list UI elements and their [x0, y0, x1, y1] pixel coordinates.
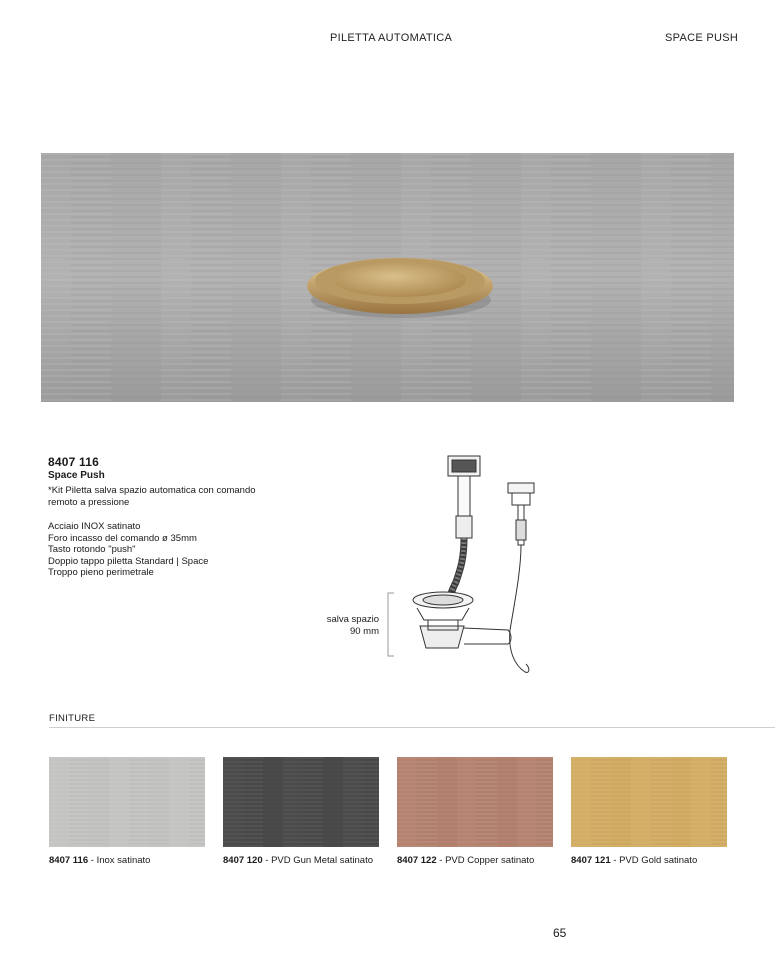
salva-line-2: 90 mm — [349, 625, 379, 637]
product-code: 8407 116 — [48, 455, 99, 469]
technical-drawing — [380, 450, 560, 680]
page-number: 65 — [553, 926, 567, 940]
swatch-copper — [397, 757, 553, 847]
spec-item: Troppo pieno perimetrale — [48, 567, 154, 579]
product-specs — [48, 521, 288, 579]
product-line-title: SPACE PUSH — [665, 32, 739, 44]
product-info — [48, 455, 288, 579]
finish-name: Inox satinato — [96, 855, 151, 866]
finish-name: PVD Copper satinato — [445, 855, 535, 866]
product-name: Space Push — [48, 470, 105, 481]
section-title: PILETTA AUTOMATICA — [330, 32, 453, 44]
finish-code: 8407 116 — [49, 855, 89, 866]
swatch-gun-metal-fill — [223, 757, 379, 847]
spec-item: Foro incasso del comando ø 35mm — [48, 532, 197, 544]
finish-code: 8407 122 — [397, 855, 437, 866]
finish-name: PVD Gold satinato — [619, 855, 698, 866]
swatch-inox — [49, 757, 205, 847]
spec-item: Tasto rotondo "push" — [48, 544, 136, 556]
finish-code: 8407 120 — [223, 855, 263, 866]
spec-item: Doppio tappo piletta Standard | Space — [48, 555, 209, 567]
finish-label-inox: 8407 116 - Inox satinato — [49, 855, 151, 866]
finishes-title: FINITURE — [49, 713, 96, 724]
product-description: *Kit Piletta salva spazio automatica con comando remoto a pressione — [48, 485, 256, 508]
swatch-copper-fill — [397, 757, 553, 847]
hero-photo — [41, 153, 734, 402]
salva-spazio-label — [300, 614, 379, 637]
finish-label-gold: 8407 121 - PVD Gold satinato — [571, 855, 698, 866]
finish-label-copper: 8407 122 - PVD Copper satinato — [397, 855, 535, 866]
swatch-inox-fill — [49, 757, 205, 847]
finish-label-gun-metal: 8407 120 - PVD Gun Metal satinato — [223, 855, 373, 866]
product-photo — [41, 153, 734, 402]
finish-code: 8407 121 — [571, 855, 611, 866]
finish-name: PVD Gun Metal satinato — [271, 855, 373, 866]
finishes-divider — [49, 727, 775, 728]
swatch-gold-fill — [571, 757, 727, 847]
drain-kit-drawing — [380, 450, 560, 680]
swatch-gun-metal — [223, 757, 379, 847]
salva-line-1: salva spazio — [326, 614, 379, 625]
spec-item: Acciaio INOX satinato — [48, 521, 141, 532]
swatch-gold — [571, 757, 727, 847]
